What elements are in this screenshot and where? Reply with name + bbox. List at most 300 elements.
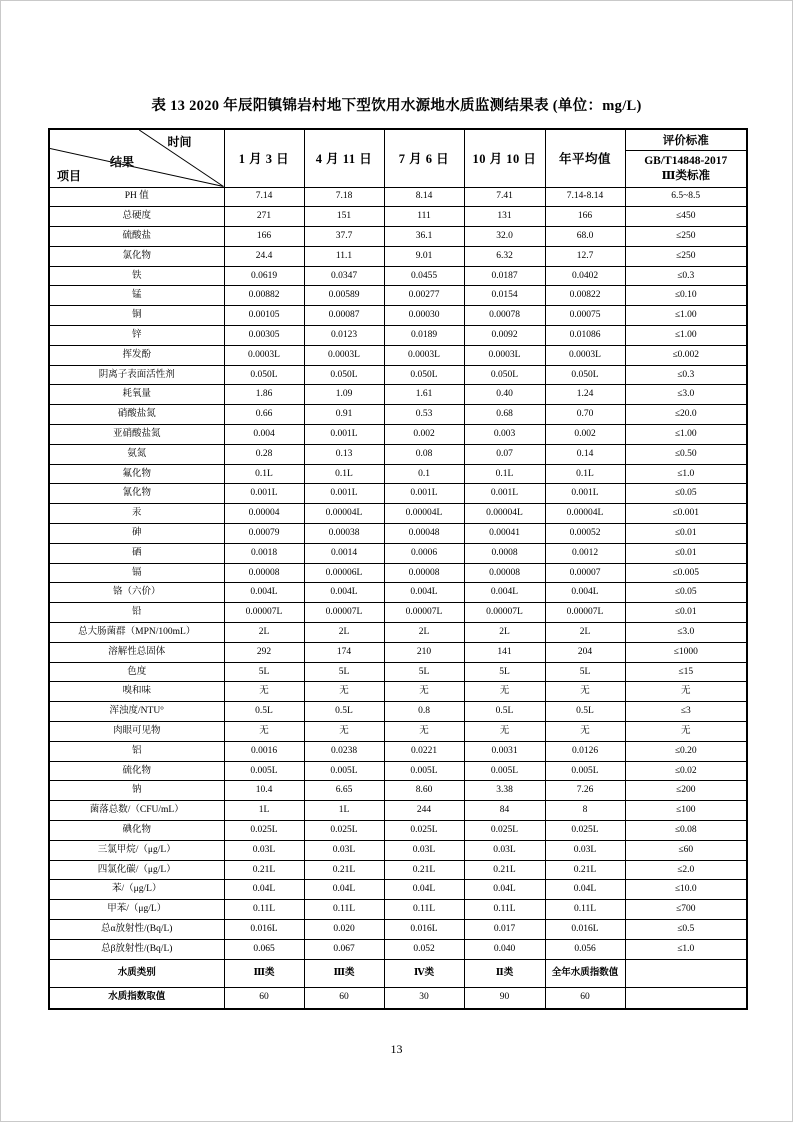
value-cell: 0.001L (304, 425, 384, 445)
parameter-label: 耗氧量 (49, 385, 224, 405)
standard-cell: ≤1000 (625, 642, 747, 662)
standard-cell: ≤1.00 (625, 425, 747, 445)
value-cell: 1L (304, 801, 384, 821)
table-row (49, 187, 747, 207)
value-cell: 2L (384, 623, 464, 643)
value-cell: 0.68 (464, 405, 545, 425)
value-cell: 0.001L (545, 484, 625, 504)
value-cell: 0.001L (384, 484, 464, 504)
parameter-label: 硝酸盐氮 (49, 405, 224, 425)
table-row (49, 959, 747, 987)
corner-header-cell (49, 129, 224, 187)
column-header-date-4: 10 月 10 日 (464, 129, 545, 187)
value-cell: 0.004L (384, 583, 464, 603)
value-cell: 0.025L (384, 821, 464, 841)
table-row (49, 464, 747, 484)
value-cell: 0.0008 (464, 543, 545, 563)
value-cell: 无 (304, 682, 384, 702)
value-cell: 0.002 (384, 425, 464, 445)
value-cell: 0.21L (224, 860, 304, 880)
value-cell: 166 (224, 227, 304, 247)
table-row (49, 987, 747, 1009)
parameter-label: 亚硝酸盐氮 (49, 425, 224, 445)
value-cell: 0.017 (464, 919, 545, 939)
value-cell: 0.21L (545, 860, 625, 880)
parameter-label: 水质指数取值 (49, 987, 224, 1009)
value-cell: 0.5L (224, 702, 304, 722)
standard-cell: ≤1.0 (625, 464, 747, 484)
table-row (49, 583, 747, 603)
parameter-label: 硫化物 (49, 761, 224, 781)
table-row (49, 781, 747, 801)
parameter-label: 镉 (49, 563, 224, 583)
value-cell: 0.0187 (464, 266, 545, 286)
value-cell: 244 (384, 801, 464, 821)
column-header-standard-title: 评价标准 (625, 129, 747, 150)
corner-label-item: 项目 (57, 168, 82, 183)
standard-cell: 6.5~8.5 (625, 187, 747, 207)
standard-cell: ≤100 (625, 801, 747, 821)
value-cell: 0.025L (545, 821, 625, 841)
parameter-label: 铁 (49, 266, 224, 286)
value-cell: 0.00007 (545, 563, 625, 583)
value-cell: Ⅲ类 (224, 959, 304, 987)
parameter-label: 铅 (49, 603, 224, 623)
value-cell: 5L (384, 662, 464, 682)
parameter-label: 水质类别 (49, 959, 224, 987)
value-cell: 5L (224, 662, 304, 682)
value-cell: 1.61 (384, 385, 464, 405)
value-cell: 0.66 (224, 405, 304, 425)
table-row (49, 939, 747, 959)
parameter-label: 锌 (49, 326, 224, 346)
table-row (49, 306, 747, 326)
standard-cell: ≤0.02 (625, 761, 747, 781)
standard-cell: ≤0.20 (625, 741, 747, 761)
value-cell: 0.005L (304, 761, 384, 781)
value-cell: 0.21L (304, 860, 384, 880)
value-cell: 0.0347 (304, 266, 384, 286)
value-cell: 0.0402 (545, 266, 625, 286)
value-cell: 131 (464, 207, 545, 227)
value-cell: 0.00589 (304, 286, 384, 306)
column-header-date-2: 4 月 11 日 (304, 129, 384, 187)
value-cell: 7.18 (304, 187, 384, 207)
value-cell: 0.050L (224, 365, 304, 385)
value-cell: 5L (304, 662, 384, 682)
standard-cell: 无 (625, 682, 747, 702)
value-cell: Ⅱ类 (464, 959, 545, 987)
value-cell: 0.002 (545, 425, 625, 445)
value-cell: 0.0003L (304, 345, 384, 365)
value-cell: 204 (545, 642, 625, 662)
standard-cell: ≤2.0 (625, 860, 747, 880)
page-number: 13 (390, 1042, 403, 1056)
standard-cell: 无 (625, 722, 747, 742)
standard-class-label: Ⅲ类标准 (661, 169, 710, 182)
value-cell: 12.7 (545, 246, 625, 266)
value-cell: 0.0619 (224, 266, 304, 286)
value-cell: 0.005L (545, 761, 625, 781)
parameter-label: 氟化物 (49, 464, 224, 484)
value-cell: 37.7 (304, 227, 384, 247)
value-cell: 0.0012 (545, 543, 625, 563)
value-cell: 0.00007L (224, 603, 304, 623)
value-cell: 0.21L (464, 860, 545, 880)
standard-cell: ≤0.08 (625, 821, 747, 841)
table-row (49, 385, 747, 405)
value-cell: 7.14-8.14 (545, 187, 625, 207)
value-cell: 7.41 (464, 187, 545, 207)
value-cell: 0.03L (304, 840, 384, 860)
value-cell: 无 (384, 722, 464, 742)
parameter-label: 苯/（μg/L） (49, 880, 224, 900)
value-cell: 0.00075 (545, 306, 625, 326)
results-table (48, 128, 748, 1010)
value-cell: 0.08 (384, 444, 464, 464)
standard-cell: ≤15 (625, 662, 747, 682)
table-row (49, 484, 747, 504)
table-row (49, 326, 747, 346)
value-cell: 0.00038 (304, 524, 384, 544)
value-cell: 0.00007L (304, 603, 384, 623)
value-cell: 0.0238 (304, 741, 384, 761)
standard-cell: ≤450 (625, 207, 747, 227)
parameter-label: 嗅和味 (49, 682, 224, 702)
parameter-label: 溶解性总固体 (49, 642, 224, 662)
value-cell: 60 (304, 987, 384, 1009)
value-cell: 0.004L (464, 583, 545, 603)
value-cell: 0.00052 (545, 524, 625, 544)
standard-cell: ≤10.0 (625, 880, 747, 900)
standard-cell: ≤0.50 (625, 444, 747, 464)
standard-cell: ≤0.01 (625, 603, 747, 623)
value-cell: 8.60 (384, 781, 464, 801)
value-cell: 8.14 (384, 187, 464, 207)
value-cell: 151 (304, 207, 384, 227)
column-header-date-3: 7 月 6 日 (384, 129, 464, 187)
value-cell: 无 (224, 722, 304, 742)
value-cell: 0.00008 (384, 563, 464, 583)
table-row (49, 741, 747, 761)
parameter-label: 菌落总数/（CFU/mL） (49, 801, 224, 821)
value-cell: 0.28 (224, 444, 304, 464)
value-cell: 0.050L (304, 365, 384, 385)
value-cell: 2L (464, 623, 545, 643)
value-cell: 60 (545, 987, 625, 1009)
value-cell: 0.11L (384, 900, 464, 920)
standard-cell: ≤0.3 (625, 266, 747, 286)
parameter-label: 硫酸盐 (49, 227, 224, 247)
table-row (49, 286, 747, 306)
table-row (49, 227, 747, 247)
standard-cell: ≤3.0 (625, 623, 747, 643)
value-cell: 0.003 (464, 425, 545, 445)
value-cell: 0.0455 (384, 266, 464, 286)
table-row (49, 880, 747, 900)
value-cell: 0.0189 (384, 326, 464, 346)
standard-cell: ≤1.0 (625, 939, 747, 959)
value-cell: 6.32 (464, 246, 545, 266)
value-cell: 无 (545, 682, 625, 702)
parameter-label: 肉眼可见物 (49, 722, 224, 742)
parameter-label: 铬（六价） (49, 583, 224, 603)
value-cell: 111 (384, 207, 464, 227)
parameter-label: 铝 (49, 741, 224, 761)
value-cell: 0.004L (545, 583, 625, 603)
value-cell: 0.8 (384, 702, 464, 722)
table-row (49, 563, 747, 583)
value-cell: 0.04L (464, 880, 545, 900)
value-cell: 0.0123 (304, 326, 384, 346)
value-cell: 0.11L (224, 900, 304, 920)
parameter-label: 砷 (49, 524, 224, 544)
table-row (49, 900, 747, 920)
value-cell: 68.0 (545, 227, 625, 247)
value-cell: 0.005L (464, 761, 545, 781)
value-cell: Ⅳ类 (384, 959, 464, 987)
value-cell: 0.11L (545, 900, 625, 920)
value-cell: 1L (224, 801, 304, 821)
value-cell: 0.1L (464, 464, 545, 484)
value-cell: 6.65 (304, 781, 384, 801)
value-cell: 0.065 (224, 939, 304, 959)
value-cell: 0.00030 (384, 306, 464, 326)
value-cell: 0.025L (224, 821, 304, 841)
value-cell: 2L (545, 623, 625, 643)
value-cell: 0.04L (384, 880, 464, 900)
table-row (49, 702, 747, 722)
standard-cell: ≤0.3 (625, 365, 747, 385)
value-cell: 全年水质指数值 (545, 959, 625, 987)
table-row (49, 345, 747, 365)
standard-cell: ≤0.5 (625, 919, 747, 939)
parameter-label: 汞 (49, 504, 224, 524)
value-cell: 0.0003L (545, 345, 625, 365)
standard-cell: ≤0.002 (625, 345, 747, 365)
column-header-date-1: 1 月 3 日 (224, 129, 304, 187)
table-row (49, 365, 747, 385)
value-cell: 271 (224, 207, 304, 227)
value-cell: 0.00277 (384, 286, 464, 306)
value-cell: 0.04L (224, 880, 304, 900)
table-row (49, 682, 747, 702)
value-cell: 0.1 (384, 464, 464, 484)
value-cell: 0.11L (464, 900, 545, 920)
table-row (49, 662, 747, 682)
value-cell: 166 (545, 207, 625, 227)
standard-cell (625, 959, 747, 987)
table-row (49, 207, 747, 227)
value-cell: 0.016L (384, 919, 464, 939)
value-cell: 0.5L (304, 702, 384, 722)
parameter-label: 色度 (49, 662, 224, 682)
value-cell: 0.050L (384, 365, 464, 385)
value-cell: 24.4 (224, 246, 304, 266)
value-cell: 0.03L (224, 840, 304, 860)
standard-cell: ≤60 (625, 840, 747, 860)
value-cell: 0.0092 (464, 326, 545, 346)
value-cell: 0.04L (304, 880, 384, 900)
value-cell: 0.020 (304, 919, 384, 939)
table-row (49, 623, 747, 643)
value-cell: 0.001L (304, 484, 384, 504)
parameter-label: 浑浊度/NTU° (49, 702, 224, 722)
value-cell: 0.5L (464, 702, 545, 722)
parameter-label: 铜 (49, 306, 224, 326)
standard-code: GB/T14848-2017 (644, 154, 728, 167)
value-cell: 无 (384, 682, 464, 702)
value-cell: 0.13 (304, 444, 384, 464)
value-cell: 0.00004L (545, 504, 625, 524)
value-cell: 0.0018 (224, 543, 304, 563)
value-cell: 9.01 (384, 246, 464, 266)
value-cell: 141 (464, 642, 545, 662)
standard-cell: ≤3 (625, 702, 747, 722)
standard-cell: ≤0.001 (625, 504, 747, 524)
value-cell: 0.1L (304, 464, 384, 484)
table-row (49, 722, 747, 742)
table-row (49, 543, 747, 563)
value-cell: 0.0126 (545, 741, 625, 761)
value-cell: 0.004L (224, 583, 304, 603)
value-cell: 0.005L (384, 761, 464, 781)
value-cell: 90 (464, 987, 545, 1009)
value-cell: 0.00004L (464, 504, 545, 524)
value-cell: 无 (224, 682, 304, 702)
standard-cell: ≤3.0 (625, 385, 747, 405)
value-cell: 0.0003L (464, 345, 545, 365)
parameter-label: 硒 (49, 543, 224, 563)
value-cell: 0.40 (464, 385, 545, 405)
table-row (49, 444, 747, 464)
value-cell: 0.0016 (224, 741, 304, 761)
value-cell: 0.00007L (545, 603, 625, 623)
value-cell: 0.00305 (224, 326, 304, 346)
page-title: 表 13 2020 年辰阳镇锦岩村地下型饮用水源地水质监测结果表 (单位：mg/L) (151, 98, 642, 114)
parameter-label: 氨氮 (49, 444, 224, 464)
value-cell: 0.056 (545, 939, 625, 959)
value-cell: 0.21L (384, 860, 464, 880)
table-row (49, 266, 747, 286)
value-cell: 0.004 (224, 425, 304, 445)
value-cell: 0.00008 (464, 563, 545, 583)
parameter-label: 锰 (49, 286, 224, 306)
standard-cell: ≤250 (625, 227, 747, 247)
value-cell: 0.11L (304, 900, 384, 920)
value-cell: 0.5L (545, 702, 625, 722)
value-cell: 0.0154 (464, 286, 545, 306)
header-row (49, 129, 747, 150)
value-cell: 0.005L (224, 761, 304, 781)
value-cell: 0.01086 (545, 326, 625, 346)
value-cell: 0.00041 (464, 524, 545, 544)
parameter-label: 碘化物 (49, 821, 224, 841)
value-cell: 0.00105 (224, 306, 304, 326)
table-row (49, 801, 747, 821)
value-cell: 0.1L (224, 464, 304, 484)
value-cell: 0.0003L (384, 345, 464, 365)
value-cell: 30 (384, 987, 464, 1009)
table-row (49, 425, 747, 445)
standard-cell: ≤0.005 (625, 563, 747, 583)
table-row (49, 761, 747, 781)
value-cell: 5L (545, 662, 625, 682)
value-cell: 1.09 (304, 385, 384, 405)
parameter-label: 阴离子表面活性剂 (49, 365, 224, 385)
value-cell: 0.0006 (384, 543, 464, 563)
parameter-label: 钠 (49, 781, 224, 801)
parameter-label: 总α放射性/(Bq/L) (49, 919, 224, 939)
value-cell: 0.050L (464, 365, 545, 385)
value-cell: 0.07 (464, 444, 545, 464)
standard-cell: ≤0.01 (625, 524, 747, 544)
value-cell: 0.040 (464, 939, 545, 959)
value-cell: 210 (384, 642, 464, 662)
table-row (49, 840, 747, 860)
value-cell: 174 (304, 642, 384, 662)
value-cell: 0.00822 (545, 286, 625, 306)
value-cell: 0.025L (304, 821, 384, 841)
table-body (49, 187, 747, 1009)
value-cell: 0.03L (545, 840, 625, 860)
value-cell: 0.00006L (304, 563, 384, 583)
table-row (49, 405, 747, 425)
value-cell: 0.016L (224, 919, 304, 939)
value-cell: 0.067 (304, 939, 384, 959)
value-cell: 0.00078 (464, 306, 545, 326)
table-row (49, 642, 747, 662)
value-cell: 0.025L (464, 821, 545, 841)
value-cell: 0.1L (545, 464, 625, 484)
table-row (49, 919, 747, 939)
standard-cell: ≤1.00 (625, 326, 747, 346)
parameter-label: 总硬度 (49, 207, 224, 227)
standard-cell: ≤0.01 (625, 543, 747, 563)
value-cell: 7.14 (224, 187, 304, 207)
parameter-label: 三氯甲烷/（μg/L） (49, 840, 224, 860)
parameter-label: 总大肠菌群（MPN/100mL） (49, 623, 224, 643)
standard-cell: ≤0.05 (625, 583, 747, 603)
value-cell: 0.91 (304, 405, 384, 425)
value-cell: Ⅲ类 (304, 959, 384, 987)
value-cell: 2L (224, 623, 304, 643)
table-row (49, 821, 747, 841)
value-cell: 0.001L (224, 484, 304, 504)
standard-cell: ≤700 (625, 900, 747, 920)
value-cell: 32.0 (464, 227, 545, 247)
parameter-label: 氯化物 (49, 246, 224, 266)
value-cell: 0.03L (464, 840, 545, 860)
value-cell: 无 (304, 722, 384, 742)
value-cell: 0.0031 (464, 741, 545, 761)
value-cell: 5L (464, 662, 545, 682)
standard-cell: ≤250 (625, 246, 747, 266)
value-cell: 0.016L (545, 919, 625, 939)
value-cell: 0.04L (545, 880, 625, 900)
parameter-label: 氰化物 (49, 484, 224, 504)
value-cell: 0.050L (545, 365, 625, 385)
table-row (49, 524, 747, 544)
value-cell: 0.00007L (384, 603, 464, 623)
standard-cell: ≤0.10 (625, 286, 747, 306)
value-cell: 7.26 (545, 781, 625, 801)
standard-subheader-cell (625, 150, 747, 187)
value-cell: 2L (304, 623, 384, 643)
value-cell: 0.03L (384, 840, 464, 860)
parameter-label: 挥发酚 (49, 345, 224, 365)
value-cell: 1.86 (224, 385, 304, 405)
